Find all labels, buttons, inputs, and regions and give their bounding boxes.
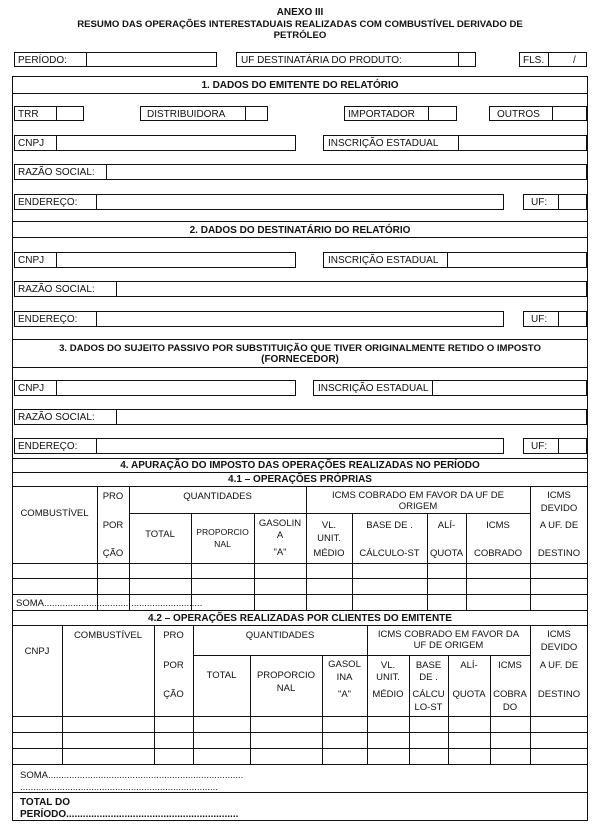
divider: [558, 311, 559, 327]
t2-gasolina-header: GASOL: [328, 659, 361, 670]
t1-proporcional-header: PROPORCIO: [196, 527, 249, 537]
t2-vl-unit-header: VL.: [380, 660, 396, 671]
s2-razao-field[interactable]: [14, 281, 587, 297]
t1-gasolina-header: A: [276, 530, 284, 541]
t1-proporcao-header: POR: [102, 520, 124, 531]
divider: [96, 311, 97, 327]
divider: [447, 252, 448, 268]
t2-icms-devido-header: DESTINO: [537, 689, 581, 700]
t2-gasolina-header: "A": [337, 689, 352, 700]
t2-quantidades-header: QUANTIDADES: [245, 630, 315, 641]
fls-label: FLS.: [523, 55, 545, 66]
trr-label: TRR: [18, 109, 39, 120]
s3-uf-label: UF:: [531, 441, 548, 452]
s3-endereco-field[interactable]: [14, 438, 504, 454]
divider: [86, 52, 87, 67]
t2-proporcao-header: POR: [163, 660, 184, 671]
t2-icms-uf-header: UF DE ORIGEM: [413, 640, 484, 651]
t1-soma-label: SOMA............................................................: [16, 598, 203, 609]
importador-label: IMPORTADOR: [348, 109, 415, 120]
section1-title: 1. DADOS DO EMITENTE DO RELATÓRIO: [201, 80, 399, 91]
t2-total-header: TOTAL: [206, 670, 237, 681]
section3-title-line1: 3. DADOS DO SUJEITO PASSIVO POR SUBSTITUIÇÃO QUE TIVER ORIGINALMENTE RETIDO O IMPOSTO: [59, 343, 541, 354]
s1-endereco-label: ENDEREÇO:: [18, 197, 78, 208]
t2-row-divider: [12, 764, 588, 765]
divider: [56, 252, 57, 268]
t2-icms-cobrado-header: DO: [502, 702, 518, 713]
t1-aliquota-header: QUOTA: [429, 548, 464, 559]
t1-icms-devido-header: ICMS: [547, 490, 571, 501]
s3-inscricao-label: INSCRIÇÃO ESTADUAL: [318, 383, 429, 394]
form-title-line2: PETRÓLEO: [273, 30, 327, 41]
t1-gasolina-header: "A": [273, 547, 287, 558]
t2-combustivel-header: COMBUSTÍVEL: [73, 630, 143, 641]
uf-destinataria-label: UF DESTINATÁRIA DO PRODUTO:: [241, 55, 402, 66]
s3-razao-field[interactable]: [14, 409, 587, 425]
t2-col-divider: [62, 625, 63, 764]
divider: [96, 194, 97, 210]
divider: [458, 135, 459, 151]
t1-combustivel-header: COMBUSTÍVEL: [20, 508, 89, 519]
section2-title: 2. DADOS DO DESTINATÁRIO DO RELATÓRIO: [189, 225, 411, 236]
total-periodo-label: PERÍODO..............................................................: [20, 809, 239, 820]
t2-base-calculo-header: LO-ST: [414, 702, 443, 713]
divider: [432, 380, 433, 396]
divider: [56, 380, 57, 396]
section4-1-title: 4.1 – OPERAÇÕES PRÓPRIAS: [228, 474, 372, 485]
s1-inscricao-label: INSCRIÇÃO ESTADUAL: [328, 138, 439, 149]
s1-razao-label: RAZÃO SOCIAL:: [18, 167, 95, 178]
t1-base-calculo-header: CÁLCULO-ST: [359, 548, 420, 559]
t2-vl-unit-header: MÉDIO: [372, 689, 404, 700]
t2-base-calculo-header: BASE: [415, 660, 442, 671]
t2-icms-cobrado-header: ICMS: [498, 660, 522, 671]
t2-aliquota-header: ALÍ-: [460, 660, 478, 671]
divider: [56, 106, 57, 121]
t1-base-calculo-header: BASE DE .: [366, 520, 413, 531]
t1-proporcao-header: PRO: [102, 491, 124, 502]
s2-inscricao-label: INSCRIÇÃO ESTADUAL: [328, 255, 439, 266]
t2-base-calculo-header: CÁLCU: [412, 689, 445, 700]
t1-total-header: TOTAL: [145, 529, 175, 540]
periodo-label: PERÍODO:: [18, 55, 67, 66]
t2-aliquota-header: QUOTA: [452, 689, 486, 700]
t1-row-divider: [12, 578, 588, 579]
s2-razao-label: RAZÃO SOCIAL:: [18, 284, 95, 295]
divider: [428, 106, 429, 121]
t1-icms-devido-header: DEVIDO: [540, 503, 578, 514]
t1-icms-uf-header: ORIGEM: [398, 501, 438, 512]
t1-row-divider: [12, 594, 588, 595]
t2-cnpj-header: CNPJ: [24, 646, 50, 657]
divider: [12, 367, 588, 368]
divider: [12, 221, 588, 222]
t1-quantidades-header: QUANTIDADES: [183, 491, 252, 502]
divider: [12, 625, 588, 626]
distribuidora-label: DISTRIBUIDORA: [147, 109, 226, 120]
total-periodo-label: TOTAL DO: [20, 797, 70, 808]
t2-soma-dots: ...........................................................................: [20, 782, 218, 793]
t1-proporcao-header: ÇÃO: [102, 548, 124, 559]
divider: [116, 281, 117, 297]
divider: [96, 438, 97, 454]
t1-proporcional-header: NAL: [214, 539, 231, 549]
t2-col-divider: [193, 625, 194, 764]
section4-title: 4. APURAÇÃO DO IMPOSTO DAS OPERAÇÕES REALIZADAS NO PERÍODO: [120, 460, 480, 471]
t1-vl-unit-header: VL.: [321, 520, 337, 531]
t2-icms-devido-header: ICMS: [547, 629, 571, 640]
t2-icms-uf-header: ICMS COBRADO EM FAVOR DA: [377, 629, 520, 640]
divider: [12, 339, 588, 340]
divider: [558, 438, 559, 454]
t1-icms-uf-header: ICMS COBRADO EM FAVOR DA UF DE: [332, 490, 504, 501]
divider: [56, 135, 57, 151]
t1-vl-unit-header: MÉDIO: [313, 548, 345, 559]
s1-endereco-field[interactable]: [14, 194, 504, 210]
t2-base-calculo-header: DE .: [419, 672, 438, 683]
t1-row-divider: [12, 610, 588, 611]
form-title-line1: RESUMO DAS OPERAÇÕES INTERESTADUAIS REALIZADAS COM COMBUSTÍVEL DERIVADO DE: [77, 19, 523, 30]
t2-icms-devido-header: DEVIDO: [540, 642, 578, 653]
t1-gasolina-header: GASOLIN: [258, 518, 302, 529]
annex-label: ANEXO III: [276, 7, 324, 18]
t1-icms-devido-header: A UF. DE: [539, 520, 579, 531]
t1-row-divider: [12, 563, 588, 564]
divider: [12, 486, 588, 487]
s3-endereco-label: ENDEREÇO:: [18, 441, 78, 452]
s3-razao-label: RAZÃO SOCIAL:: [18, 412, 95, 423]
divider: [552, 106, 553, 121]
divider: [558, 194, 559, 210]
s2-endereco-field[interactable]: [14, 311, 504, 327]
t1-col-divider: [129, 486, 130, 610]
t2-proporcao-header: ÇÃO: [163, 689, 184, 700]
t1-vl-unit-header: UNIT.: [317, 533, 341, 544]
s1-uf-label: UF:: [531, 197, 548, 208]
s2-uf-label: UF:: [531, 314, 548, 325]
s1-razao-field[interactable]: [14, 164, 587, 180]
t1-icms-cobrado-header: COBRADO: [473, 548, 523, 559]
section4-2-title: 4.2 – OPERAÇÕES REALIZADAS POR CLIENTES DO EMITENTE: [148, 613, 452, 624]
divider: [548, 52, 549, 67]
t1-icms-devido-header: DESTINO: [537, 548, 581, 559]
divider: [12, 93, 588, 94]
t2-soma-label: SOMA..........................................................................: [20, 770, 244, 781]
t1-icms-cobrado-header: ICMS: [486, 520, 510, 531]
t2-vl-unit-header: UNIT.: [376, 672, 400, 683]
s3-cnpj-label: CNPJ: [18, 383, 45, 394]
section3-title-line2: (FORNECEDOR): [261, 354, 339, 365]
divider: [12, 458, 588, 459]
s1-cnpj-label: CNPJ: [18, 138, 45, 149]
divider: [12, 472, 588, 473]
fls-separator: /: [573, 55, 576, 66]
outros-label: OUTROS: [497, 109, 540, 120]
t2-proporcional-header: NAL: [276, 683, 296, 694]
s2-cnpj-label: CNPJ: [18, 255, 45, 266]
t2-row-divider: [193, 655, 530, 656]
s2-endereco-label: ENDEREÇO:: [18, 314, 78, 325]
divider: [116, 409, 117, 425]
t2-row-divider: [12, 748, 588, 749]
divider: [12, 237, 588, 238]
t2-row-divider: [12, 732, 588, 733]
divider: [458, 52, 459, 67]
divider: [106, 164, 107, 180]
t2-row-divider: [12, 716, 588, 717]
t2-gasolina-header: INA: [336, 672, 353, 683]
t1-aliquota-header: ALÍ-: [437, 520, 456, 531]
t2-icms-devido-header: A UF. DE: [539, 660, 579, 671]
t2-proporcao-header: PRO: [163, 630, 184, 641]
t2-proporcional-header: PROPORCIO: [256, 670, 316, 681]
t2-icms-cobrado-header: COBRA: [493, 689, 527, 700]
divider: [245, 106, 246, 121]
t1-row-divider: [129, 513, 530, 514]
